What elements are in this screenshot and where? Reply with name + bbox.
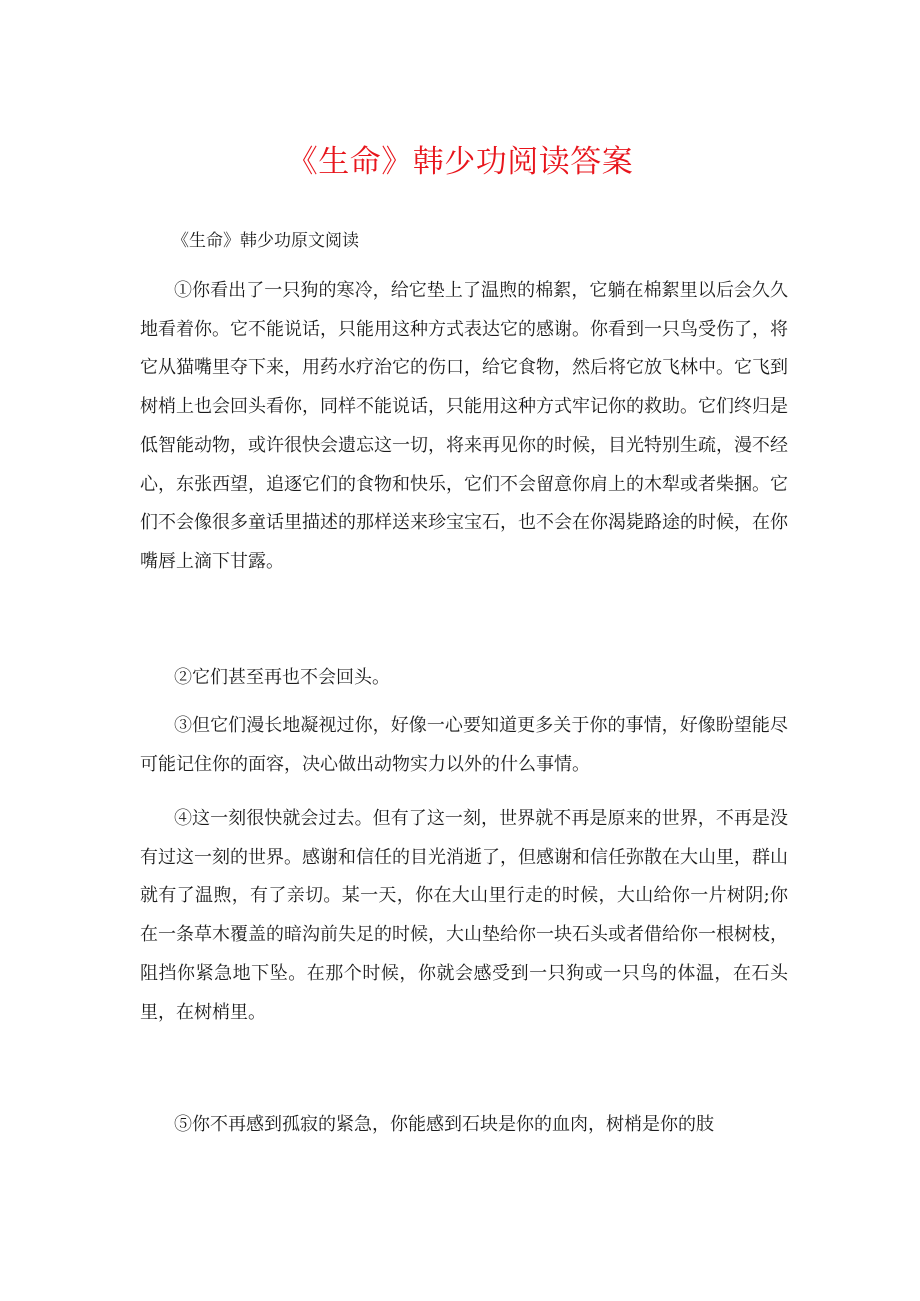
paragraph-3: ③但它们漫长地凝视过你，好像一心要知道更多关于你的事情，好像盼望能尽可能记住你的面容，决心做出动物实力以外的什么事情。 [140,715,788,775]
paragraph-1: ①你看出了一只狗的寒冷，给它垫上了温煦的棉絮，它躺在棉絮里以后会久久地看着你。它不能说话，只能用这种方式表达它的感谢。你看到一只鸟受伤了，将它从猫嘴里夺下来，用药水疗治它的伤口，给它食物，然后将它放飞林中。它飞到树梢上也会回头看你，同样不能说话，只能用这种方式牢记你的救助。它们终归是低智能动物，或许很快会遗忘这一切，将来再见你的时候，目光特别生疏，漫不经心，东张西望，追逐它们的食物和快乐，它们不会留意你肩上的木犁或者柴捆。它们不会像很多童话里描述的那样送来珍宝宝石，也不会在你渴毙路途的时候，在你嘴唇上滴下甘露。 [140,280,788,572]
paragraph-4: ④这一刻很快就会过去。但有了这一刻，世界就不再是原来的世界，不再是没有过这一刻的世界。感谢和信任的目光消逝了，但感谢和信任弥散在大山里，群山就有了温煦，有了亲切。某一天，你在大山里行走的时候，大山给你一片树阴;你在一条草木覆盖的暗沟前失足的时候，大山垫给你一块石头或者借给你一根树枝，阻挡你紧急地下坠。在那个时候，你就会感受到一只狗或一只鸟的体温，在石头里，在树梢里。 [140,808,788,1023]
document-title: 《生命》韩少功阅读答案 [286,144,634,180]
section-heading: 《生命》韩少功原文阅读 [172,231,359,251]
paragraph-2: ②它们甚至再也不会回头。 [174,667,390,688]
paragraph-5: ⑤你不再感到孤寂的紧急，你能感到石块是你的血肉，树梢是你的肢 [174,1114,714,1135]
